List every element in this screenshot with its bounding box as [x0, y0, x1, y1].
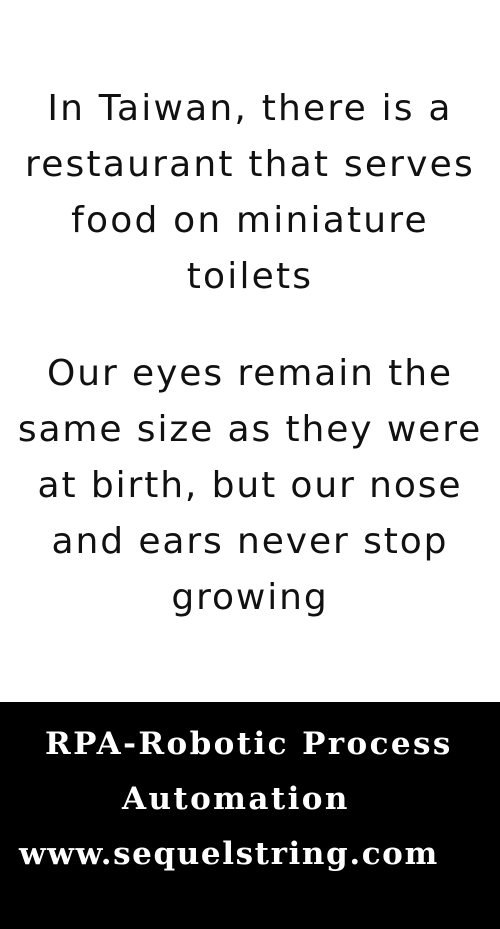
footer-title-line1: RPA-Robotic Process: [45, 726, 453, 762]
footer-banner: [0, 702, 500, 929]
fact-line: same size as they were: [17, 409, 483, 450]
fact-line: toilets: [186, 256, 314, 297]
fact-line: at birth, but our nose: [37, 465, 463, 506]
fact-eyes-nose-ears: [0, 346, 500, 626]
fact-taiwan-restaurant: [0, 81, 500, 305]
fact-line: In Taiwan, there is a: [47, 88, 453, 129]
fact-line: restaurant that serves: [24, 144, 475, 185]
fact-line: Our eyes remain the: [47, 353, 453, 394]
fact-line: growing: [171, 577, 329, 618]
footer-title-line2: Automation: [122, 781, 350, 817]
footer-website-link[interactable]: www.sequelstring.com: [19, 836, 439, 872]
fact-line: and ears never stop: [51, 521, 449, 562]
fact-line: food on miniature: [71, 200, 429, 241]
